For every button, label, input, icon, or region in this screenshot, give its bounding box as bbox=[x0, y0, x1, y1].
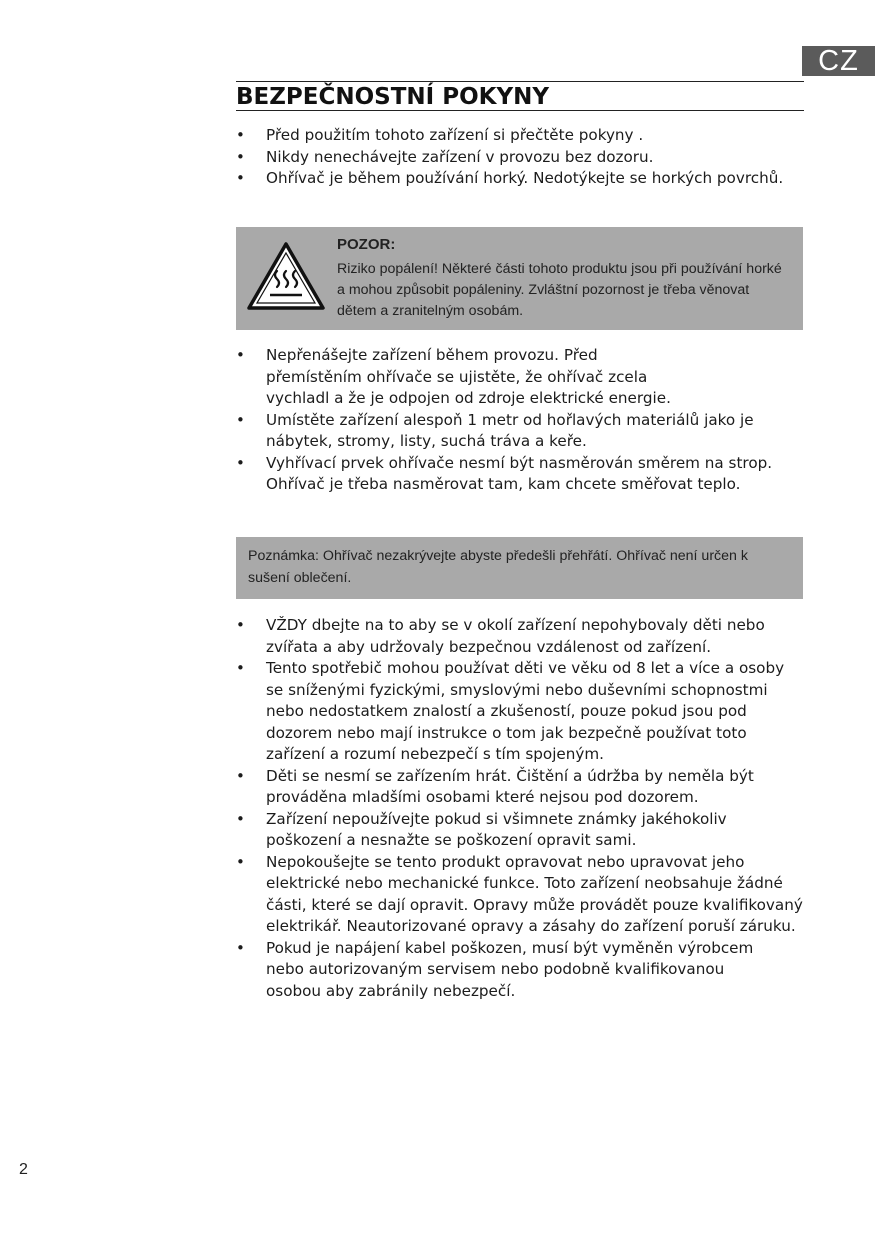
list-item bbox=[236, 168, 804, 190]
note-text: Poznámka: Ohřívač nezakrývejte abyste předešli přehřátí. Ohřívač není určen k sušení oblečení. bbox=[248, 548, 748, 586]
list-item-text: VŽDY dbejte na to aby se v okolí zařízení nepohybovaly děti nebo zvířata a aby udržovaly bezpečnou vzdálenost od zařízení. bbox=[266, 616, 765, 656]
bullet-icon: • bbox=[236, 809, 245, 828]
list-item bbox=[236, 658, 804, 766]
list-item bbox=[236, 125, 804, 147]
bullet-icon: • bbox=[236, 852, 245, 871]
list-item bbox=[236, 615, 804, 658]
page-title: BEZPEČNOSTNÍ POKYNY bbox=[236, 84, 550, 110]
list-item bbox=[236, 147, 804, 169]
title-rule-top bbox=[236, 81, 804, 82]
list-item-text: Děti se nesmí se zařízením hrát. Čištění a údržba by neměla být prováděna mladšími osobami které nejsou pod dozorem. bbox=[266, 766, 754, 806]
safety-list-2 bbox=[236, 345, 804, 496]
list-item-text: Nepřenášejte zařízení během provozu. Před přemístěním ohřívače se ujistěte, že ohřívač zcela vychladl a že je odpojen od zdroje elektrické energie. bbox=[266, 346, 671, 407]
note-box bbox=[236, 537, 803, 599]
list-item-text: Nepokoušejte se tento produkt opravovat nebo upravovat jeho elektrické nebo mechanické funkce. Toto zařízení neobsahuje žádné části, které se dají opravit. Opravy může provádět pouze kvalifikovaný elektrikář. Neautorizované opravy a zásahy do zařízení poruší záruku. bbox=[266, 852, 803, 935]
list-item-text: Před použitím tohoto zařízení si přečtěte pokyny . bbox=[266, 126, 644, 144]
list-item-text: Pokud je napájení kabel poškozen, musí být vyměněn výrobcem nebo autorizovaným servisem nebo podobně kvalifikovanou osobou aby zabránily nebezpečí. bbox=[266, 938, 754, 1000]
bullet-icon: • bbox=[236, 147, 245, 166]
list-item bbox=[236, 852, 804, 938]
bullet-icon: • bbox=[236, 766, 245, 785]
bullet-icon: • bbox=[236, 616, 245, 634]
list-item bbox=[236, 453, 804, 496]
safety-list-1 bbox=[236, 125, 804, 190]
list-item-text: Tento spotřebič mohou používat děti ve věku od 8 let a více a osoby se sníženými fyzickými, smyslovými nebo duševními schopnostmi nebo nedostatkem znalostí a zkušeností, pouze pokud jsou pod dozorem nebo mají instrukce o tom jak bezpečně používat toto zařízení a rozumí nebezpečí s tím spojeným. bbox=[266, 659, 785, 763]
safety-list-3 bbox=[236, 615, 804, 1002]
bullet-icon: • bbox=[236, 126, 245, 144]
list-item-text: Nikdy nenechávejte zařízení v provozu bez dozoru. bbox=[266, 147, 654, 166]
bullet-icon: • bbox=[236, 659, 245, 677]
list-item bbox=[236, 938, 804, 1003]
bullet-icon: • bbox=[236, 410, 245, 429]
hot-surface-warning-icon bbox=[246, 240, 326, 312]
bullet-icon: • bbox=[236, 453, 245, 472]
list-item-text: Ohřívač je během používání horký. Nedotýkejte se horkých povrchů. bbox=[266, 169, 784, 187]
page-number: 2 bbox=[19, 1161, 28, 1178]
warning-box bbox=[236, 227, 803, 330]
bullet-icon: • bbox=[236, 938, 245, 957]
title-rule-bottom bbox=[236, 110, 804, 111]
language-tab: CZ bbox=[802, 46, 875, 76]
list-item bbox=[236, 766, 804, 809]
list-item-text: Zařízení nepoužívejte pokud si všimnete známky jakéhokoliv poškození a nesnažte se poškození opravit sami. bbox=[266, 809, 727, 849]
list-item bbox=[236, 809, 804, 852]
bullet-icon: • bbox=[236, 169, 245, 187]
warning-title: POZOR: bbox=[337, 236, 396, 253]
bullet-icon: • bbox=[236, 346, 245, 364]
list-item-text: Vyhřívací prvek ohřívače nesmí být nasměrován směrem na strop. Ohřívač je třeba nasměrovat tam, kam chcete směřovat teplo. bbox=[266, 453, 773, 493]
list-item bbox=[236, 345, 804, 410]
list-item-text: Umístěte zařízení alespoň 1 metr od hořlavých materiálů jako je nábytek, stromy, listy, suchá tráva a keře. bbox=[266, 410, 754, 450]
warning-text: Riziko popálení! Některé části tohoto produktu jsou při používání horké a mohou způsobit popáleniny. Zvláštní pozornost je třeba věnovat dětem a zranitelným osobám. bbox=[337, 261, 782, 319]
list-item bbox=[236, 410, 804, 453]
